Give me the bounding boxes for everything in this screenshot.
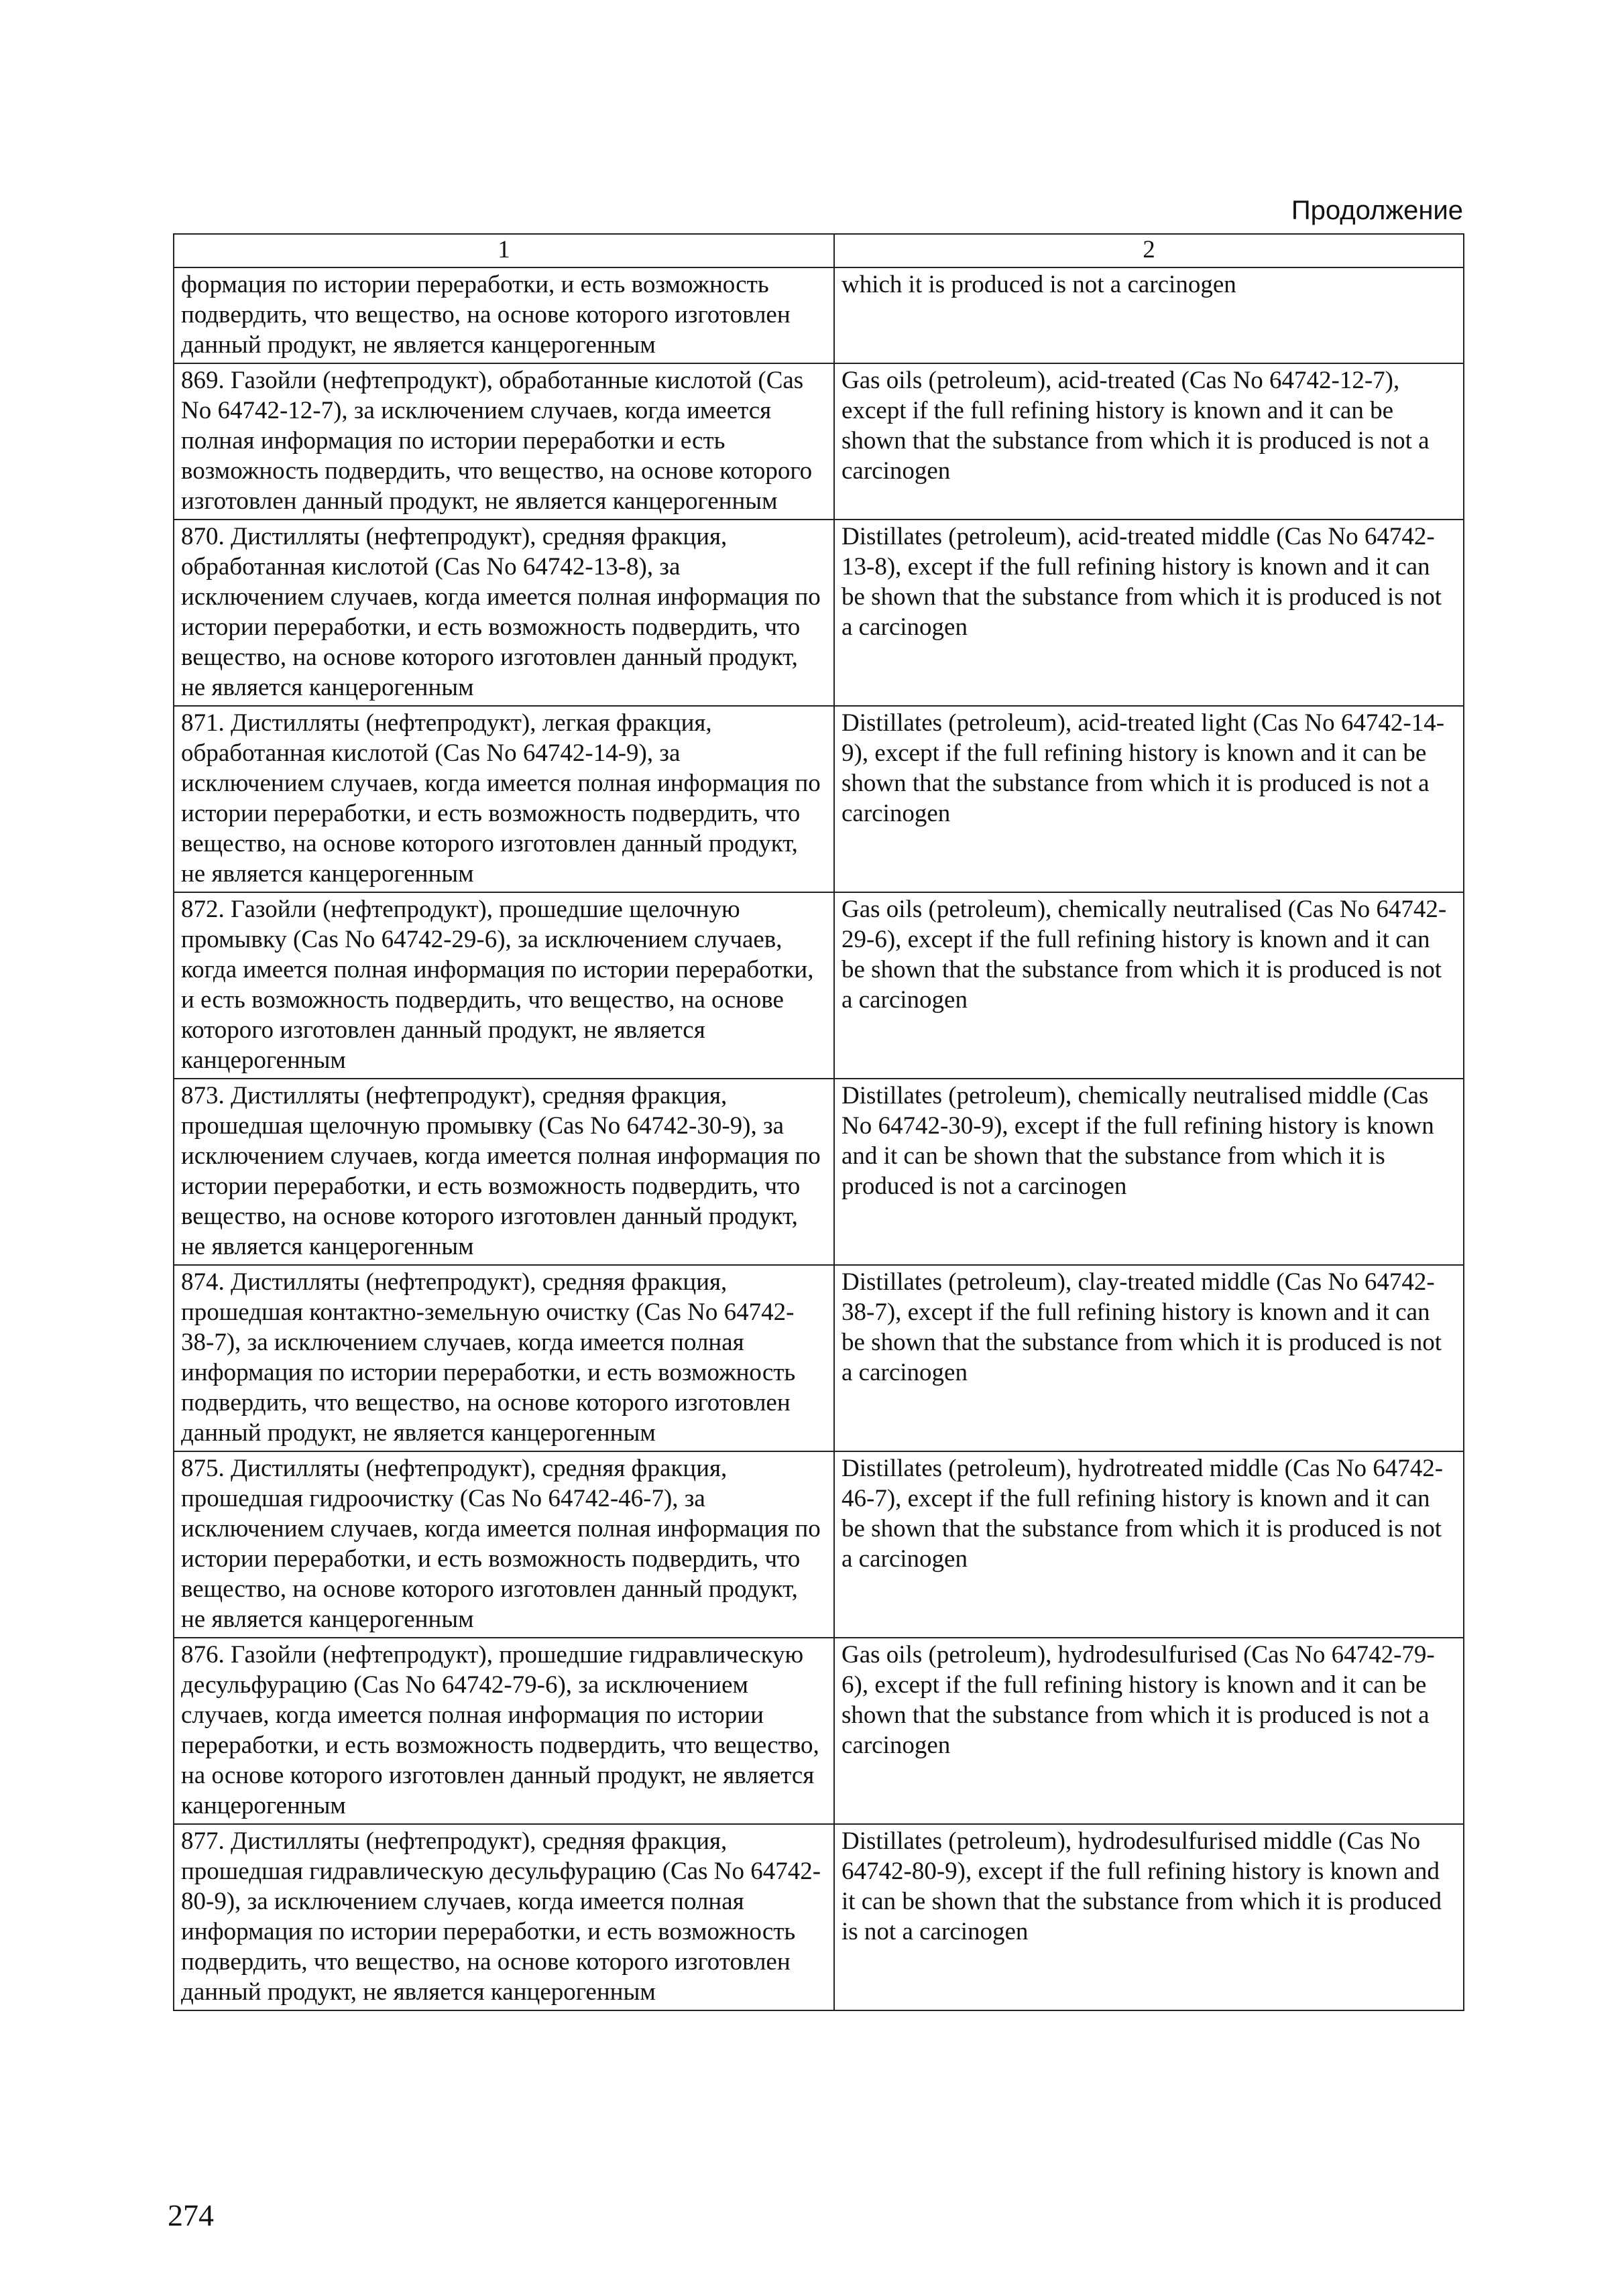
- cell-english: Distillates (petroleum), acid-treated light (Cas No 64742-14-9), except if the full refining history is known and it can be shown that the substance from which it is produced is not a carcinogen: [834, 706, 1464, 892]
- table-row: [174, 520, 1464, 706]
- table-row: [174, 363, 1464, 520]
- table-row: [174, 267, 1464, 363]
- cell-english: Gas oils (petroleum), acid-treated (Cas No 64742-12-7), except if the full refining history is known and it can be shown that the substance from which it is produced is not a carcinogen: [834, 363, 1464, 520]
- page-number: 274: [168, 2198, 214, 2232]
- cell-russian: 869. Газойли (нефтепродукт), обработанные кислотой (Cas No 64742-12-7), за исключением случаев, когда имеется полная информация по истории переработки и есть возможность подвердить, что вещество, на основе которого изготовлен данный продукт, не является канцерогенным: [174, 363, 834, 520]
- table-row: [174, 1265, 1464, 1451]
- table-row: [174, 1824, 1464, 2010]
- substances-table: [173, 233, 1464, 2011]
- table-row: [174, 1451, 1464, 1638]
- column-header-1: 1: [174, 234, 834, 267]
- cell-russian: 870. Дистилляты (нефтепродукт), средняя фракция, обработанная кислотой (Cas No 64742-13-8), за исключением случаев, когда имеется полная информация по истории переработки, и есть возможность подвердить, что вещество, на основе которого изготовлен данный продукт, не является канцерогенным: [174, 520, 834, 706]
- column-header-2: 2: [834, 234, 1464, 267]
- cell-english: Distillates (petroleum), hydrotreated middle (Cas No 64742-46-7), except if the full refining history is known and it can be shown that the substance from which it is produced is not a carcinogen: [834, 1451, 1464, 1638]
- table-row: [174, 706, 1464, 892]
- cell-russian: 873. Дистилляты (нефтепродукт), средняя фракция, прошедшая щелочную промывку (Cas No 64742-30-9), за исключением случаев, когда имеется полная информация по истории переработки, и есть возможность подвердить, что вещество, на основе которого изготовлен данный продукт, не является канцерогенным: [174, 1079, 834, 1265]
- table-row: [174, 1638, 1464, 1824]
- cell-english: Distillates (petroleum), acid-treated middle (Cas No 64742-13-8), except if the full refining history is known and it can be shown that the substance from which it is produced is not a carcinogen: [834, 520, 1464, 706]
- cell-english: Distillates (petroleum), chemically neutralised middle (Cas No 64742-30-9), except if the full refining history is known and it can be shown that the substance from which it is produced is not a carcinogen: [834, 1079, 1464, 1265]
- cell-english: Distillates (petroleum), clay-treated middle (Cas No 64742-38-7), except if the full refining history is known and it can be shown that the substance from which it is produced is not a carcinogen: [834, 1265, 1464, 1451]
- cell-russian: формация по истории переработки, и есть возможность подвердить, что вещество, на основе которого изготовлен данный продукт, не является канцерогенным: [174, 267, 834, 363]
- cell-english: Distillates (petroleum), hydrodesulfurised middle (Cas No 64742-80-9), except if the full refining history is known and it can be shown that the substance from which it is produced is not a carcinogen: [834, 1824, 1464, 2010]
- table-body: [174, 267, 1464, 2010]
- cell-russian: 871. Дистилляты (нефтепродукт), легкая фракция, обработанная кислотой (Cas No 64742-14-9), за исключением случаев, когда имеется полная информация по истории переработки, и есть возможность подвердить, что вещество, на основе которого изготовлен данный продукт, не является канцерогенным: [174, 706, 834, 892]
- cell-english: Gas oils (petroleum), chemically neutralised (Cas No 64742-29-6), except if the full refining history is known and it can be shown that the substance from which it is produced is not a carcinogen: [834, 892, 1464, 1079]
- table-header-row: [174, 234, 1464, 267]
- cell-russian: 875. Дистилляты (нефтепродукт), средняя фракция, прошедшая гидроочистку (Cas No 64742-46-7), за исключением случаев, когда имеется полная информация по истории переработки, и есть возможность подвердить, что вещество, на основе которого изготовлен данный продукт, не является канцерогенным: [174, 1451, 834, 1638]
- cell-russian: 877. Дистилляты (нефтепродукт), средняя фракция, прошедшая гидравлическую десульфурацию (Cas No 64742-80-9), за исключением случаев, когда имеется полная информация по истории переработки, и есть возможность подвердить, что вещество, на основе которого изготовлен данный продукт, не является канцерогенным: [174, 1824, 834, 2010]
- cell-russian: 872. Газойли (нефтепродукт), прошедшие щелочную промывку (Cas No 64742-29-6), за исключением случаев, когда имеется полная информация по истории переработки, и есть возможность подвердить, что вещество, на основе которого изготовлен данный продукт, не является канцерогенным: [174, 892, 834, 1079]
- cell-english: which it is produced is not a carcinogen: [834, 267, 1464, 363]
- continuation-label: Продолжение: [1291, 196, 1463, 225]
- cell-english: Gas oils (petroleum), hydrodesulfurised (Cas No 64742-79-6), except if the full refining history is known and it can be shown that the substance from which it is produced is not a carcinogen: [834, 1638, 1464, 1824]
- cell-russian: 874. Дистилляты (нефтепродукт), средняя фракция, прошедшая контактно-земельную очистку (Cas No 64742-38-7), за исключением случаев, когда имеется полная информация по истории переработки, и есть возможность подвердить, что вещество, на основе которого изготовлен данный продукт, не является канцерогенным: [174, 1265, 834, 1451]
- table-row: [174, 1079, 1464, 1265]
- table-row: [174, 892, 1464, 1079]
- cell-russian: 876. Газойли (нефтепродукт), прошедшие гидравлическую десульфурацию (Cas No 64742-79-6), за исключением случаев, когда имеется полная информация по истории переработки, и есть возможность подвердить, что вещество, на основе которого изготовлен данный продукт, не является канцерогенным: [174, 1638, 834, 1824]
